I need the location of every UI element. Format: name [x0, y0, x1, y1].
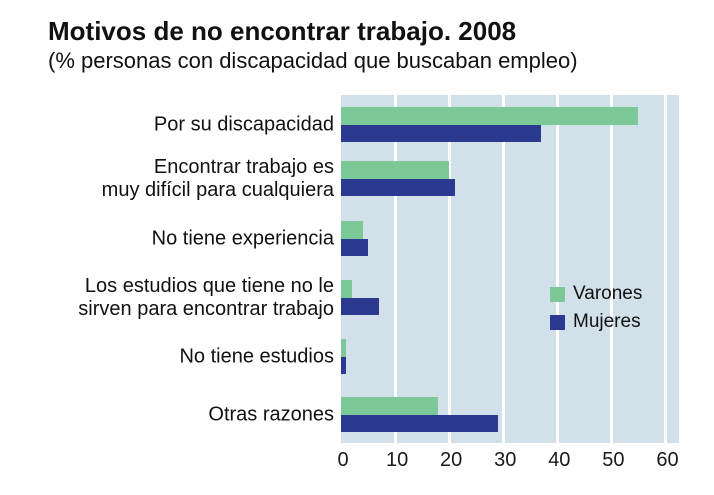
legend-label-mujeres: Mujeres: [573, 311, 641, 332]
x-tick-label-60: 60: [656, 449, 679, 471]
gridline-20: [448, 95, 451, 443]
bar-mujeres-3: [341, 298, 379, 316]
bar-varones-3: [341, 280, 352, 298]
x-tick-label-40: 40: [548, 449, 571, 471]
bar-mujeres-4: [341, 357, 346, 375]
category-label-2: No tiene experiencia: [151, 227, 334, 249]
chart-subtitle: (% personas con discapacidad que buscaban empleo): [48, 48, 578, 73]
legend-item-varones: [550, 283, 642, 305]
category-label-5: Otras razones: [208, 403, 334, 425]
gridline-30: [502, 95, 505, 443]
x-tick-label-0: 0: [337, 449, 349, 471]
bar-varones-5: [341, 397, 438, 415]
bar-mujeres-1: [341, 179, 455, 197]
x-tick-label-10: 10: [385, 449, 409, 471]
bar-varones-1: [341, 161, 449, 179]
bar-varones-4: [341, 339, 346, 357]
category-label-0: Por su discapacidad: [153, 113, 334, 135]
legend-item-mujeres: [550, 311, 641, 333]
legend-swatch-varones: [550, 287, 565, 302]
legend-label-varones: Varones: [573, 283, 643, 304]
gridline-10: [394, 95, 397, 443]
gridline-50: [610, 95, 613, 443]
x-tick-label-30: 30: [494, 449, 517, 471]
plot-area: [341, 95, 679, 443]
category-label-1: Encontrar trabajo es muy difícil para cualquiera: [101, 155, 334, 201]
x-tick-label-50: 50: [602, 449, 625, 471]
gridline-60: [664, 95, 667, 443]
bar-mujeres-0: [341, 125, 541, 143]
x-tick-label-20: 20: [440, 449, 463, 471]
chart-title: Motivos de no encontrar trabajo. 2008: [48, 16, 517, 46]
bar-mujeres-2: [341, 239, 368, 257]
bar-varones-0: [341, 107, 638, 125]
gridline-40: [556, 95, 559, 443]
category-label-4: No tiene estudios: [179, 345, 334, 367]
category-label-3: Los estudios que tiene no le sirven para encontrar trabajo: [78, 274, 334, 320]
bar-mujeres-5: [341, 415, 498, 433]
bar-varones-2: [341, 221, 363, 239]
legend-swatch-mujeres: [550, 315, 565, 330]
